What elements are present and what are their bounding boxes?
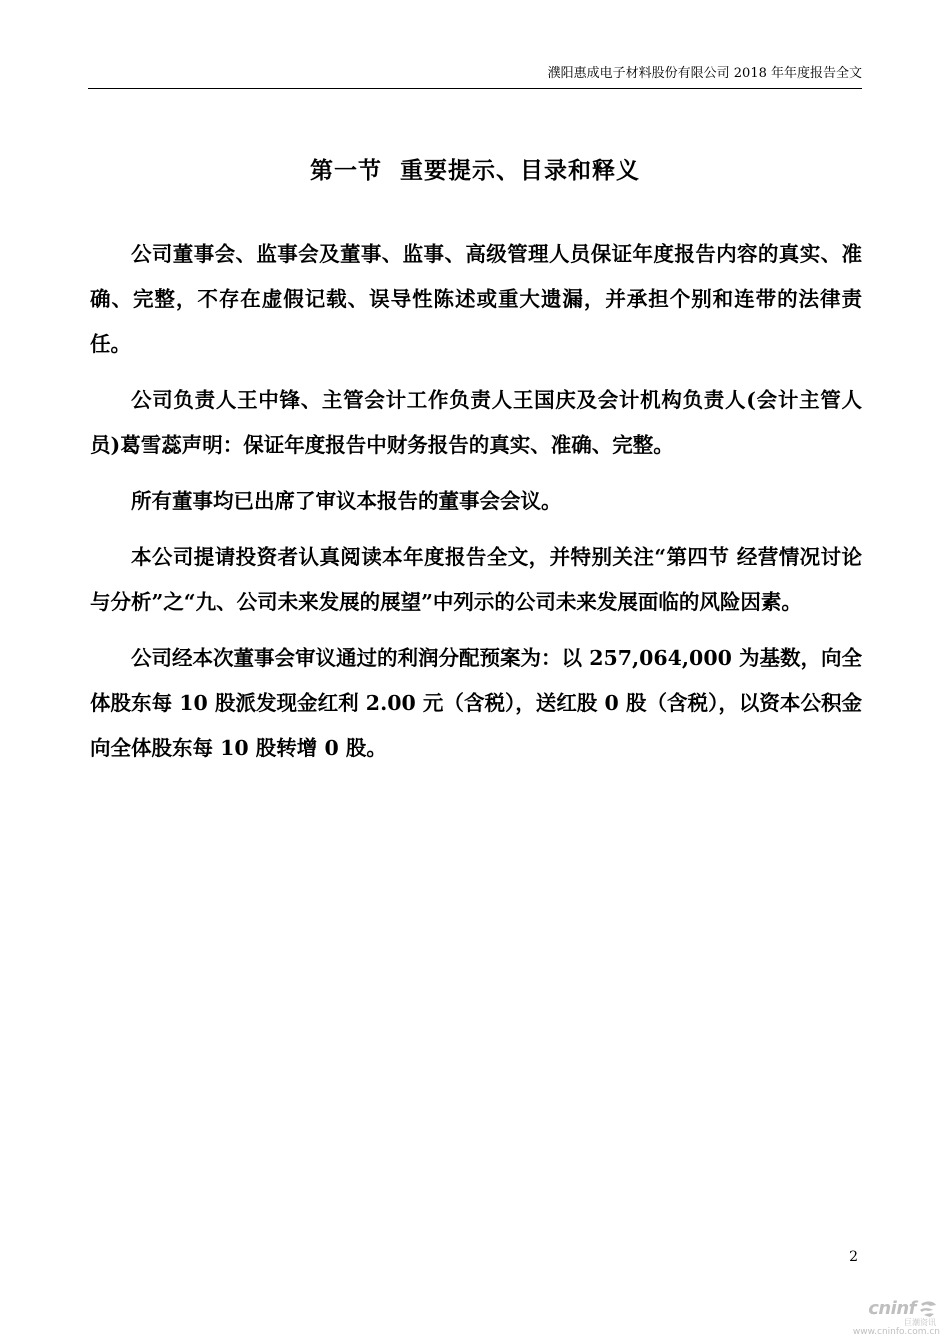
paragraph-board-guarantee: 公司董事会、监事会及董事、监事、高级管理人员保证年度报告内容的真实、准确、完整，不存在虚假记载、误导性陈述或重大遗漏，并承担个别和连带的法律责任。 bbox=[90, 242, 862, 356]
running-header: 濮阳惠成电子材料股份有限公司 2018 年年度报告全文 bbox=[547, 66, 862, 81]
watermark-url: www.cninfo.com.cn bbox=[852, 1327, 940, 1337]
paragraph-board-attendance: 所有董事均已出席了审议本报告的董事会会议。 bbox=[131, 489, 562, 513]
cninfo-logo-icon bbox=[918, 1300, 938, 1318]
watermark-brand: cninf bbox=[868, 1298, 916, 1319]
section-title: 第一节 重要提示、目录和释义 bbox=[309, 157, 640, 184]
header-divider bbox=[88, 88, 862, 89]
cninfo-watermark bbox=[834, 1298, 944, 1338]
page-number: 2 bbox=[849, 1249, 858, 1265]
paragraph-responsible-persons: 公司负责人王中锋、主管会计工作负责人王国庆及会计机构负责人(会计主管人员)葛雪蕊声明：保证年度报告中财务报告的真实、准确、完整。 bbox=[90, 388, 862, 457]
document-body bbox=[90, 232, 862, 782]
paragraph-profit-distribution: 公司经本次董事会审议通过的利润分配预案为：以 257,064,000 为基数，向全体股东每 10 股派发现金红利 2.00 元（含税），送红股 0 股（含税），以资本公积金向全体股东每 10 股转增 0 股。 bbox=[90, 646, 862, 760]
watermark-cn-text: 巨潮资讯 bbox=[904, 1318, 936, 1327]
paragraph-risk-notice: 本公司提请投资者认真阅读本年度报告全文，并特别关注“第四节 经营情况讨论与分析”之“九、公司未来发展的展望”中列示的公司未来发展面临的风险因素。 bbox=[90, 545, 862, 614]
